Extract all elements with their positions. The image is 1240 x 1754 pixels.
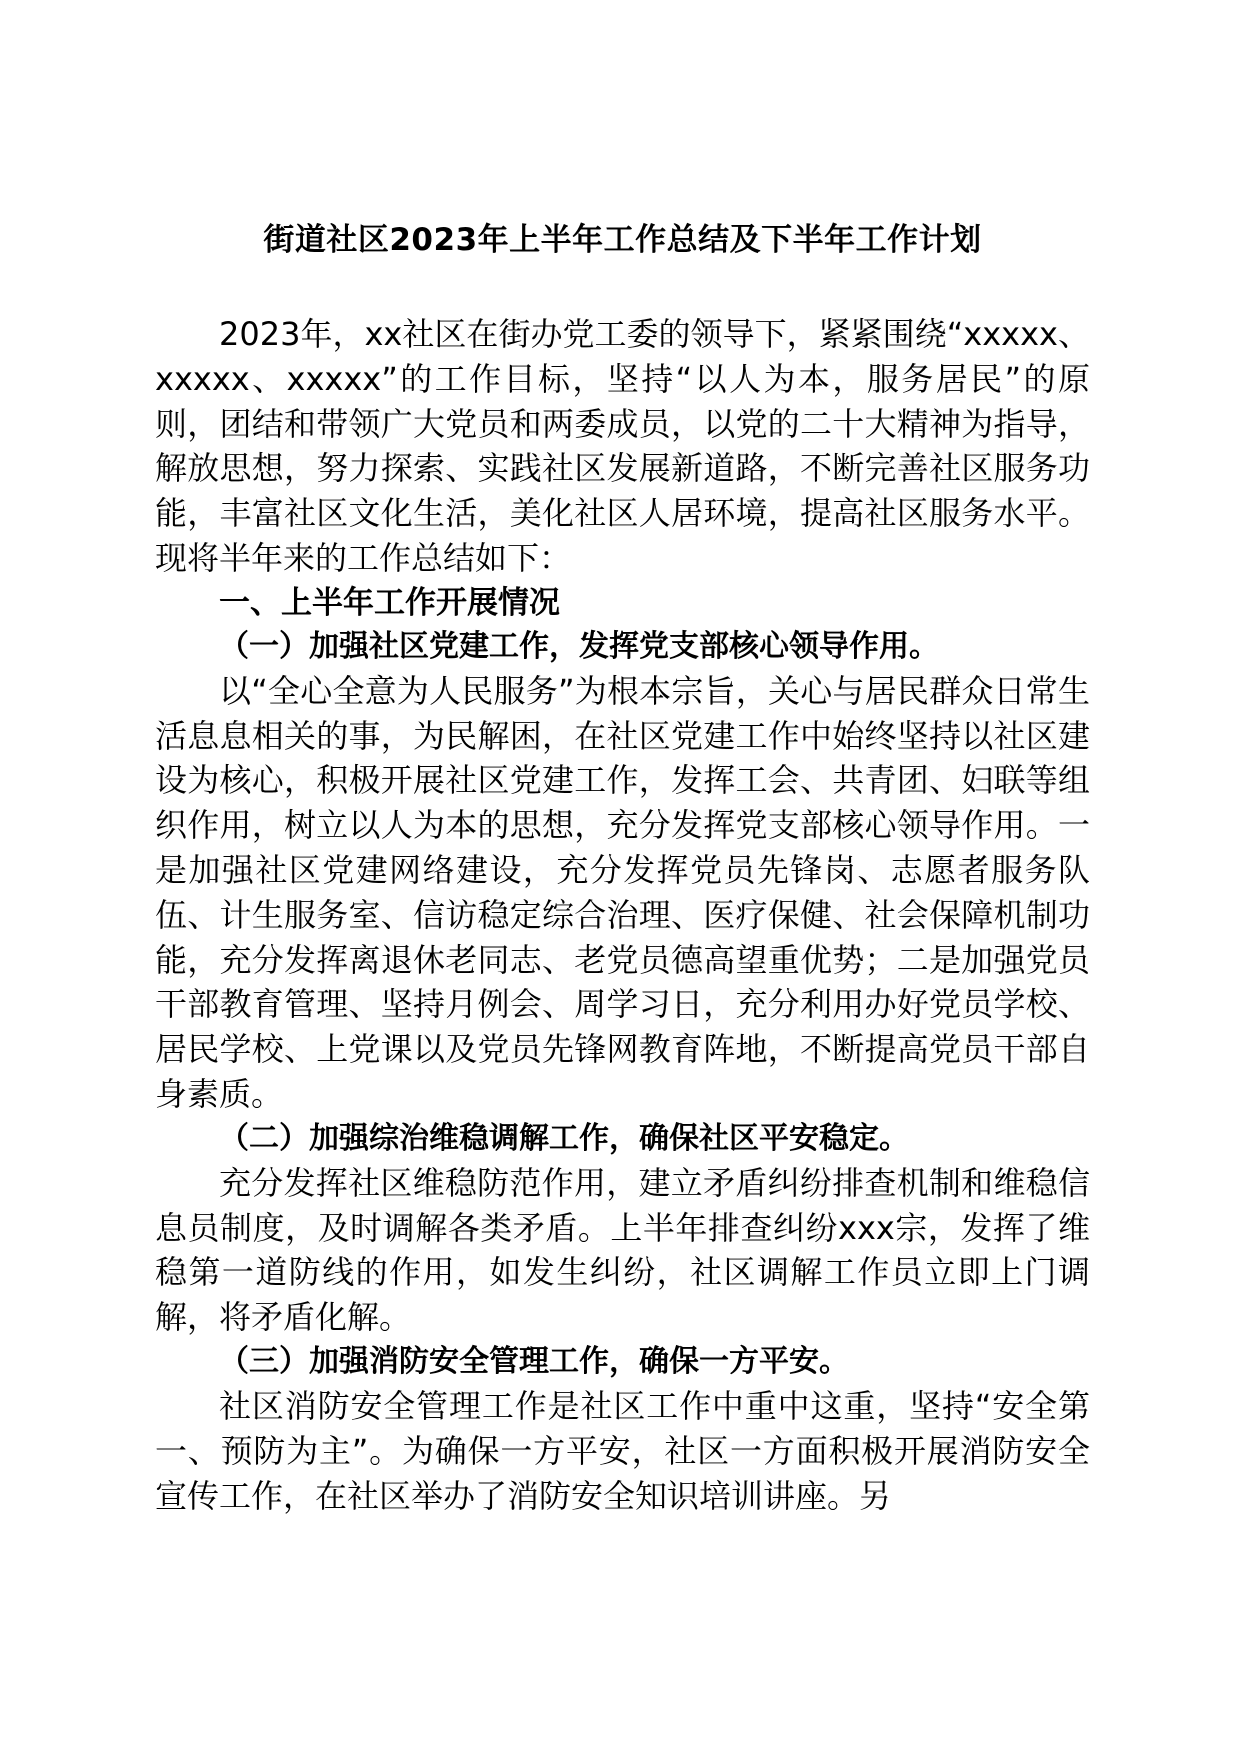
- subsection-body-1: 以“全心全意为人民服务”为根本宗旨，关心与居民群众日常生活息息相关的事，为民解困，在社区党建工作中始终坚持以社区建设为核心，积极开展社区党建工作，发挥工会、共青团、妇联等组织作用，树立以人为本的思想，充分发挥党支部核心领导作用。一是加强社区党建网络建设，充分发挥党员先锋岗、志愿者服务队伍、计生服务室、信访稳定综合治理、医疗保健、社会保障机制功能，充分发挥离退休老同志、老党员德高望重优势；二是加强党员干部教育管理、坚持月例会、周学习日，充分利用办好党员学校、居民学校、上党课以及党员先锋网教育阵地，不断提高党员干部自身素质。: [155, 671, 1090, 1113]
- subsection-heading-2: （二）加强综治维稳调解工作，确保社区平安稳定。: [219, 1120, 909, 1156]
- document-page: [155, 220, 1090, 1518]
- subsection-heading-3: （三）加强消防安全管理工作，确保一方平安。: [219, 1343, 849, 1379]
- section-heading: 一、上半年工作开展情况: [219, 584, 560, 621]
- subsection-body-2: 充分发挥社区维稳防范作用，建立矛盾纠纷排查机制和维稳信息员制度，及时调解各类矛盾。上半年排查纠纷xxx宗，发挥了维稳第一道防线的作用，如发生纠纷，社区调解工作员立即上门调解，将矛盾化解。: [155, 1163, 1090, 1337]
- document-title: 街道社区2023年上半年工作总结及下半年工作计划: [263, 222, 982, 258]
- intro-paragraph: 2023年，xx社区在街办党工委的领导下，紧紧围绕“xxxxx、xxxxx、xxxxx”的工作目标，坚持“以人为本，服务居民”的原则，团结和带领广大党员和两委成员，以党的二十大精神为指导，解放思想，努力探索、实践社区发展新道路，不断完善社区服务功能，丰富社区文化生活，美化社区人居环境，提高社区服务水平。现将半年来的工作总结如下：: [155, 315, 1090, 577]
- subsection-heading-1: （一）加强社区党建工作，发挥党支部核心领导作用。: [219, 628, 939, 664]
- subsection-body-3: 社区消防安全管理工作是社区工作中重中这重，坚持“安全第一、预防为主”。为确保一方平安，社区一方面积极开展消防安全宣传工作，在社区举办了消防安全知识培训讲座。另: [155, 1386, 1090, 1515]
